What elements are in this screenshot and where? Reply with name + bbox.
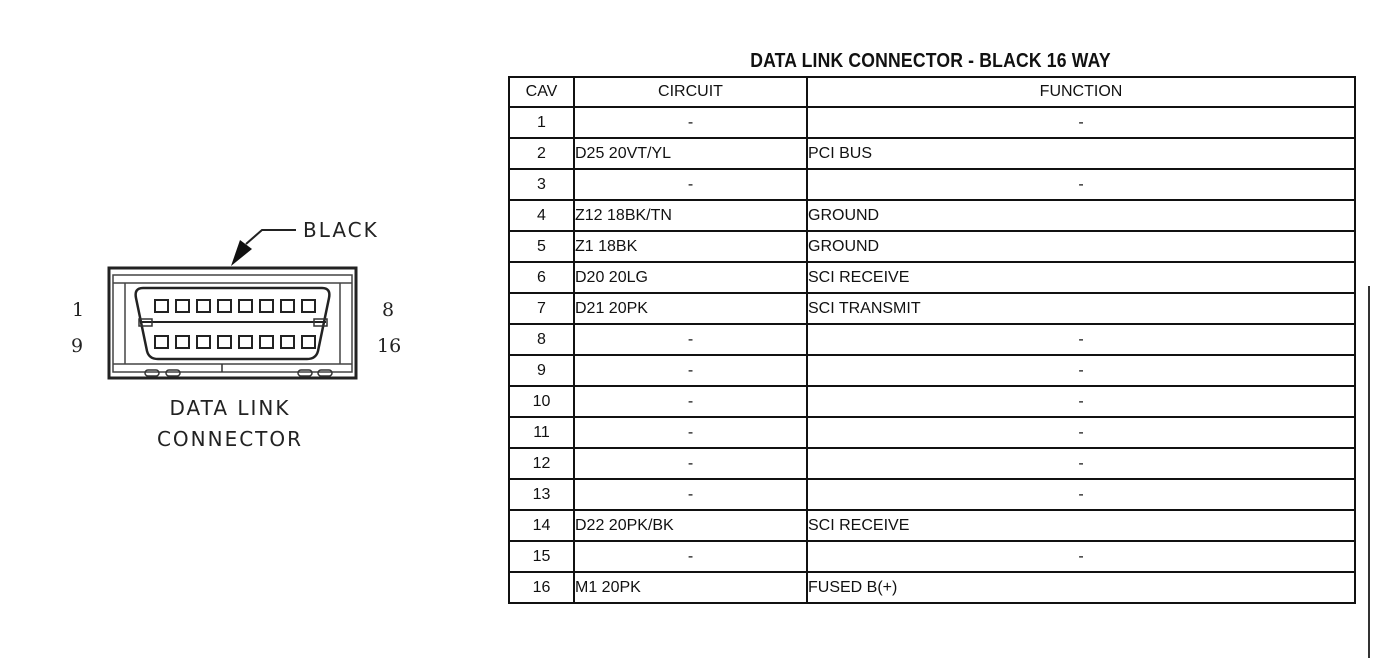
function-cell: -: [807, 355, 1355, 386]
pin-5: [239, 300, 252, 312]
pin-label-8: 8: [382, 299, 395, 321]
table-header-row: [509, 77, 1355, 107]
cav-cell: 12: [509, 448, 574, 479]
function-cell: -: [807, 107, 1355, 138]
circuit-cell: D22 20PK/BK: [574, 510, 807, 541]
cav-cell: 10: [509, 386, 574, 417]
header-function: FUNCTION: [807, 77, 1355, 107]
cav-cell: 4: [509, 200, 574, 231]
table-row: [509, 324, 1355, 355]
color-callout-label: BLACK: [303, 218, 379, 242]
table-row: [509, 169, 1355, 200]
table-row: [509, 417, 1355, 448]
circuit-cell: Z1 18BK: [574, 231, 807, 262]
pin-row-bottom: [155, 336, 315, 348]
function-cell: SCI RECEIVE: [807, 262, 1355, 293]
table-row: [509, 138, 1355, 169]
pin-7: [281, 300, 294, 312]
cav-cell: 8: [509, 324, 574, 355]
pin-label-9: 9: [71, 335, 84, 357]
pin-table: [508, 76, 1356, 604]
header-circuit: CIRCUIT: [574, 77, 807, 107]
pin-4: [218, 300, 231, 312]
cav-cell: 6: [509, 262, 574, 293]
pin-3: [197, 300, 210, 312]
pin-14: [260, 336, 273, 348]
circuit-cell: -: [574, 541, 807, 572]
header-cav: CAV: [509, 77, 574, 107]
pin-label-16: 16: [377, 335, 402, 357]
function-cell: GROUND: [807, 200, 1355, 231]
circuit-cell: -: [574, 324, 807, 355]
circuit-cell: D21 20PK: [574, 293, 807, 324]
page-edge-line: [1368, 286, 1370, 658]
function-cell: GROUND: [807, 231, 1355, 262]
table-row: [509, 448, 1355, 479]
function-cell: FUSED B(+): [807, 572, 1355, 603]
pin-11: [197, 336, 210, 348]
pin-10: [176, 336, 189, 348]
circuit-cell: -: [574, 355, 807, 386]
table-row: [509, 541, 1355, 572]
pin-6: [260, 300, 273, 312]
cav-cell: 14: [509, 510, 574, 541]
circuit-cell: -: [574, 107, 807, 138]
cav-cell: 1: [509, 107, 574, 138]
cav-cell: 16: [509, 572, 574, 603]
connector-diagram: [0, 0, 500, 470]
callout-leader: [246, 230, 296, 244]
table-row: [509, 479, 1355, 510]
pin-9: [155, 336, 168, 348]
circuit-cell: -: [574, 169, 807, 200]
table-row: [509, 386, 1355, 417]
pin-13: [239, 336, 252, 348]
table-row: [509, 355, 1355, 386]
table-row: [509, 200, 1355, 231]
circuit-cell: -: [574, 479, 807, 510]
function-cell: -: [807, 324, 1355, 355]
function-cell: -: [807, 541, 1355, 572]
cav-cell: 7: [509, 293, 574, 324]
function-cell: SCI TRANSMIT: [807, 293, 1355, 324]
pin-15: [281, 336, 294, 348]
cav-cell: 9: [509, 355, 574, 386]
table-row: [509, 107, 1355, 138]
pin-label-1: 1: [72, 299, 85, 321]
function-cell: -: [807, 169, 1355, 200]
function-cell: -: [807, 417, 1355, 448]
callout-arrowhead: [231, 240, 252, 266]
cav-cell: 2: [509, 138, 574, 169]
cav-cell: 11: [509, 417, 574, 448]
connector-caption-line2: CONNECTOR: [156, 427, 304, 451]
pin-1: [155, 300, 168, 312]
table-title: DATA LINK CONNECTOR - BLACK 16 WAY: [750, 50, 1111, 72]
table-row: [509, 262, 1355, 293]
pin-12: [218, 336, 231, 348]
circuit-cell: -: [574, 448, 807, 479]
cav-cell: 3: [509, 169, 574, 200]
circuit-cell: D20 20LG: [574, 262, 807, 293]
circuit-cell: D25 20VT/YL: [574, 138, 807, 169]
function-cell: PCI BUS: [807, 138, 1355, 169]
function-cell: -: [807, 479, 1355, 510]
cav-cell: 5: [509, 231, 574, 262]
function-cell: -: [807, 386, 1355, 417]
table-row: [509, 231, 1355, 262]
table-row: [509, 572, 1355, 603]
connector-caption-line1: DATA LINK: [169, 396, 291, 420]
table-row: [509, 510, 1355, 541]
function-cell: SCI RECEIVE: [807, 510, 1355, 541]
circuit-cell: -: [574, 417, 807, 448]
pin-16: [302, 336, 315, 348]
table-row: [509, 293, 1355, 324]
function-cell: -: [807, 448, 1355, 479]
cav-cell: 15: [509, 541, 574, 572]
cav-cell: 13: [509, 479, 574, 510]
pin-2: [176, 300, 189, 312]
circuit-cell: -: [574, 386, 807, 417]
pin-row-top: [155, 300, 315, 312]
pin-8: [302, 300, 315, 312]
circuit-cell: Z12 18BK/TN: [574, 200, 807, 231]
circuit-cell: M1 20PK: [574, 572, 807, 603]
